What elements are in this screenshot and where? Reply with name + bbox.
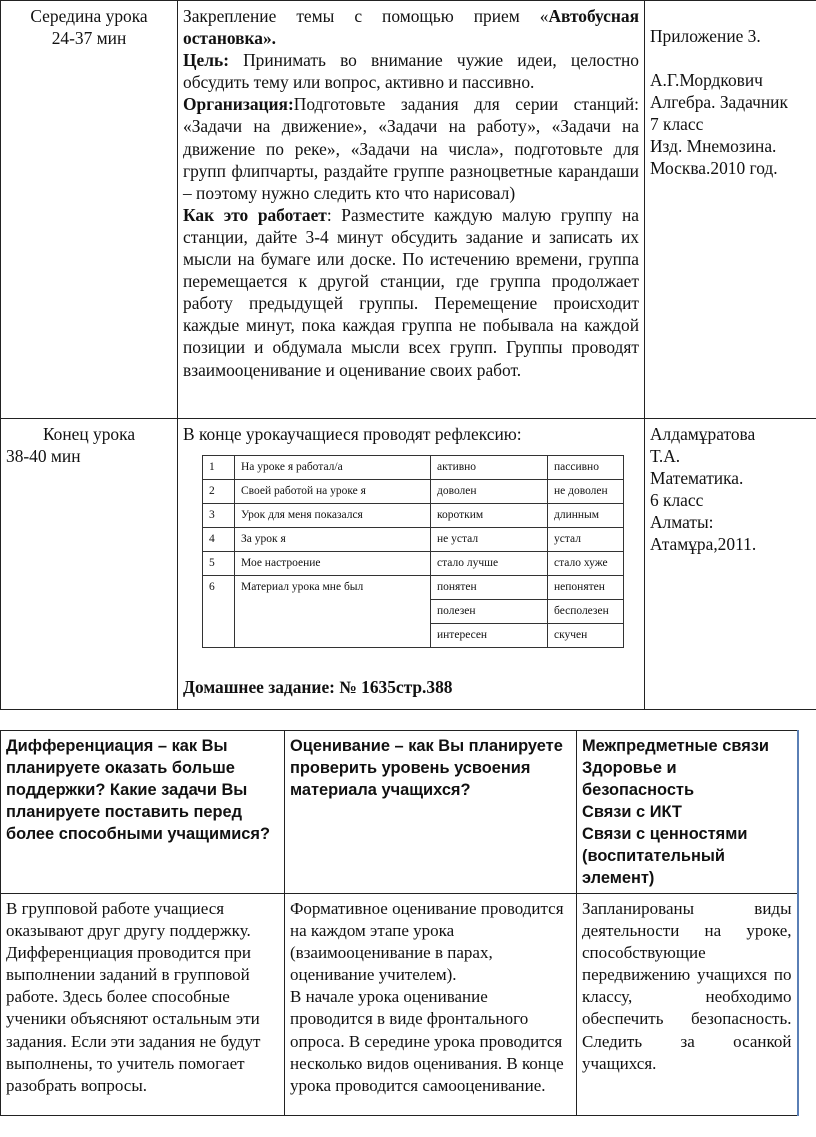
title-prefix: Закрепление темы с помощью прием «	[183, 6, 549, 26]
reflection-cell-n	[203, 624, 235, 648]
reflection-cell-b: длинным	[548, 504, 624, 528]
reflection-row	[203, 480, 624, 504]
end-stage-resources-cell	[645, 419, 816, 710]
organization-label: Организация:	[183, 94, 294, 115]
reflection-row	[203, 600, 624, 624]
middle-stage-activity-cell	[178, 1, 645, 419]
planning-table	[0, 730, 799, 1116]
resource-line: Т.А.	[650, 446, 681, 467]
reflection-cell-a: понятен	[431, 576, 548, 600]
stage-name: Середина урока	[30, 6, 148, 26]
reflection-cell-b: пассивно	[548, 456, 624, 480]
reflection-table	[202, 455, 624, 648]
reflection-row	[203, 624, 624, 648]
end-stage-row	[1, 419, 816, 710]
resource-line	[650, 47, 811, 69]
reflection-cell-a: стало лучше	[431, 552, 548, 576]
reflection-cell-q: За урок я	[235, 528, 431, 552]
reflection-cell-b: скучен	[548, 624, 624, 648]
resource-line: А.Г.Мордкович	[650, 70, 763, 91]
end-stage-activity-cell	[178, 419, 645, 710]
title-bold: Автобусная остановка».	[183, 6, 639, 49]
goal-label: Цель:	[183, 50, 229, 71]
cross-curricular-cell: Запланированы виды деятельности на уроке, способствующие передвижению учащихся по классу, необходимо обеспечить безопасность. Следить за осанкой учащихся.	[577, 894, 798, 1116]
middle-stage-row	[1, 1, 816, 419]
stage-minutes: 24-37 мин	[51, 28, 127, 49]
reflection-cell-b: бесполезен	[548, 600, 624, 624]
differentiation-cell: В групповой работе учащиеся оказывают друг другу поддержку. Дифференциация проводится при выполнении заданий в групповой работе. Здесь более способные ученики объясняют остальным эти задания. Если эти задания не будут выполнены, то учитель помогает разобрать вопросы.	[1, 894, 285, 1116]
reflection-row	[203, 456, 624, 480]
resource-line: Атамұра,2011.	[650, 534, 757, 555]
reflection-cell-q	[235, 624, 431, 648]
reflection-cell-n	[203, 600, 235, 624]
homework: Домашнее задание: № 1635стр.388	[183, 677, 453, 698]
reflection-row	[203, 552, 624, 576]
resource-line: Москва.2010 год.	[650, 158, 778, 179]
resource-line: Приложение 3.	[650, 26, 761, 46]
reflection-cell-n: 1	[203, 456, 235, 480]
how-label: Как это работает	[183, 204, 327, 225]
reflection-cell-q: Своей работой на уроке я	[235, 480, 431, 504]
resource-line: 7 класс	[650, 114, 704, 135]
reflection-cell-a: доволен	[431, 480, 548, 504]
reflection-cell-a: активно	[431, 456, 548, 480]
reflection-cell-a: полезен	[431, 600, 548, 624]
reflection-cell-n: 2	[203, 480, 235, 504]
reflection-cell-q: Мое настроение	[235, 552, 431, 576]
reflection-cell-a: интересен	[431, 624, 548, 648]
reflection-intro: В конце урокаучащиеся проводят рефлексию:	[183, 424, 522, 444]
reflection-cell-q: На уроке я работал/а	[235, 456, 431, 480]
goal-text: Принимать во внимание чужие идеи, целостно обсудить тему или вопрос, активно и пассивно.	[183, 50, 639, 93]
activity-title	[183, 5, 639, 49]
reflection-row	[203, 576, 624, 600]
resource-line: Алматы:	[650, 512, 714, 533]
organization-paragraph	[183, 93, 639, 203]
resource-line: 6 класс	[650, 490, 704, 511]
reflection-cell-q: Материал урока мне был	[235, 576, 431, 600]
assessment-cell: Формативное оценивание проводится на каждом этапе урока (взаимооценивание в парах, оценивание учителем). В начале урока оценивание проводится в виде фронтального опроса. В середине урока проводится несколько видов оценивания. В конце урока проводится самооценивание.	[285, 894, 577, 1116]
reflection-cell-b: стало хуже	[548, 552, 624, 576]
resource-line: Математика.	[650, 468, 744, 489]
reflection-cell-b: непонятен	[548, 576, 624, 600]
differentiation-header: Дифференциация – как Вы планируете оказать больше поддержки? Какие задачи Вы планируете поставить перед более способными учащимися?	[1, 731, 285, 894]
reflection-cell-n: 5	[203, 552, 235, 576]
assessment-header: Оценивание – как Вы планируете проверить уровень усвоения материала учащихся?	[285, 731, 577, 894]
end-stage-time-cell	[1, 419, 178, 710]
reflection-cell-q: Урок для меня показался	[235, 504, 431, 528]
how-it-works-paragraph	[183, 204, 639, 381]
resource-line: Алдамұратова	[650, 424, 756, 444]
reflection-cell-q	[235, 600, 431, 624]
planning-content-row	[1, 894, 798, 1116]
reflection-row	[203, 528, 624, 552]
reflection-cell-a: не устал	[431, 528, 548, 552]
reflection-row	[203, 504, 624, 528]
reflection-cell-a: коротким	[431, 504, 548, 528]
organization-text: Подготовьте задания для серии станций: «Задачи на движение», «Задачи на работу», «Задачи на движение по реке», «Задачи на числа», подготовьте для групп флипчарты, раздайте группе разноцветные карандаши – поэтому нужно следить кто что нарисовал)	[183, 94, 639, 203]
reflection-cell-n: 6	[203, 576, 235, 600]
reflection-cell-b: не доволен	[548, 480, 624, 504]
reflection-cell-b: устал	[548, 528, 624, 552]
goal-paragraph	[183, 49, 639, 93]
stage-minutes: 38-40 мин	[6, 446, 81, 467]
middle-stage-time-cell	[1, 1, 178, 419]
resource-line: Изд. Мнемозина.	[650, 136, 777, 157]
middle-stage-resources-cell	[645, 1, 816, 419]
resource-line: Алгебра. Задачник	[650, 92, 788, 113]
stage-name: Конец урока	[42, 424, 136, 444]
reflection-cell-n: 4	[203, 528, 235, 552]
how-text: : Разместите каждую малую группу на станции, дайте 3-4 минут обсудить задание и записать их мысли на бумаге или доске. По истечению времени, группа перемещается к другой станции, где группа продолжает работу предыдущей группы. Перемещение происходит каждые минут, пока каждая группа не побывала на каждой позиции и обдумала мысли всех групп. Группы проводят взаимооценивание и оценивание своих работ.	[183, 204, 639, 380]
cross-curricular-header: Межпредметные связи Здоровье и безопасность Связи с ИКТ Связи с ценностями (воспитательный элемент)	[577, 731, 798, 894]
planning-header-row	[1, 731, 798, 894]
reflection-cell-n: 3	[203, 504, 235, 528]
